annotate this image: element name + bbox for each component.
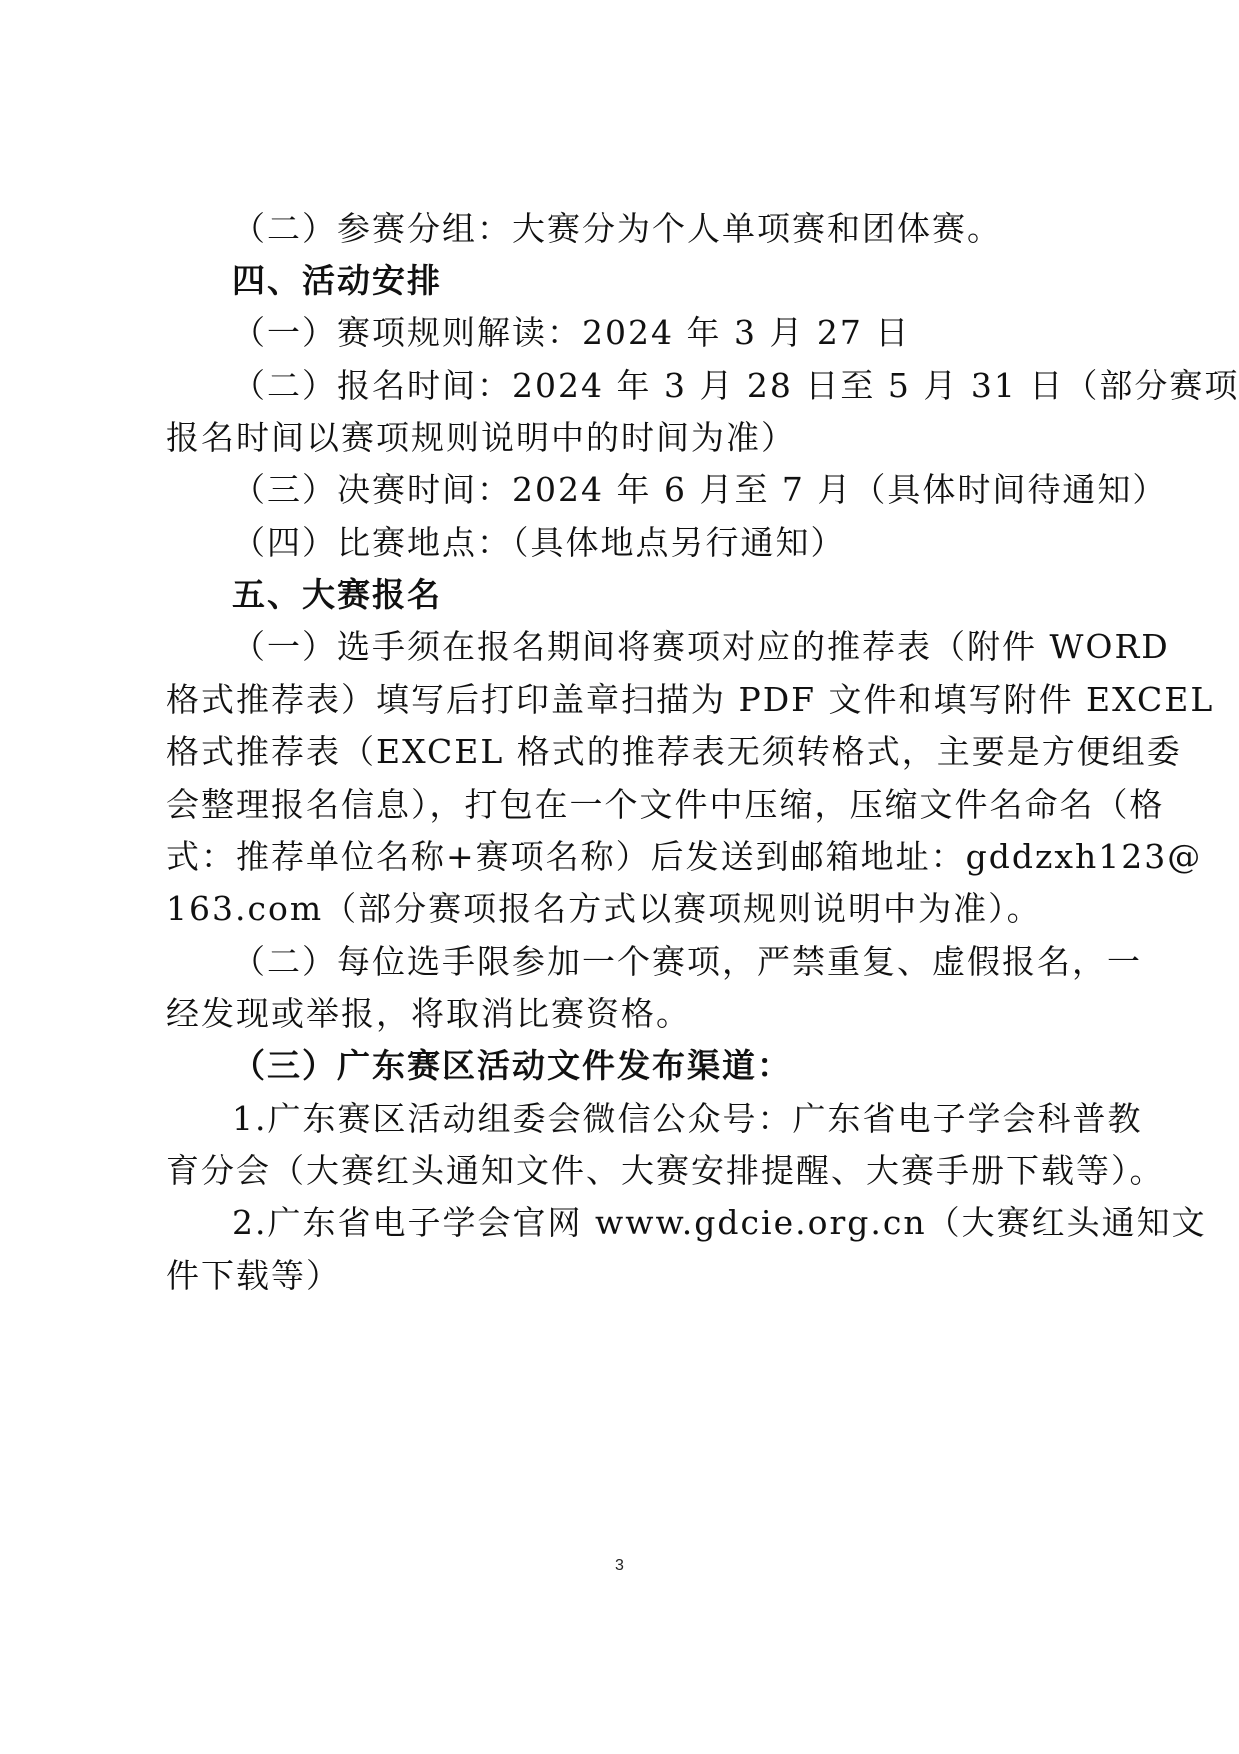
paragraph-line: 格式推荐表）填写后打印盖章扫描为 PDF 文件和填写附件 EXCEL — [166, 680, 1215, 719]
page-number: 3 — [615, 1557, 624, 1574]
paragraph-line: （二）参赛分组：大赛分为个人单项赛和团体赛。 — [232, 209, 1002, 248]
paragraph-line: 报名时间以赛项规则说明中的时间为准） — [166, 418, 796, 457]
subsection-heading: （三）广东赛区活动文件发布渠道： — [232, 1046, 792, 1085]
paragraph-line: （四）比赛地点：（具体地点另行通知） — [232, 523, 846, 562]
paragraph-line: 经发现或举报，将取消比赛资格。 — [166, 994, 691, 1033]
paragraph-line: 163.com（部分赛项报名方式以赛项规则说明中为准）。 — [166, 889, 1042, 928]
paragraph-line: 1.广东赛区活动组委会微信公众号：广东省电子学会科普教 — [232, 1099, 1143, 1138]
paragraph-line: （二）报名时间：2024 年 3 月 28 日至 5 月 31 日（部分赛项 — [232, 366, 1239, 405]
paragraph-line: （三）决赛时间：2024 年 6 月至 7 月（具体时间待通知） — [232, 470, 1168, 509]
paragraph-line: 件下载等） — [166, 1256, 341, 1295]
paragraph-line: （一）赛项规则解读：2024 年 3 月 27 日 — [232, 313, 911, 352]
section-heading: 四、活动安排 — [232, 261, 442, 300]
paragraph-line: 2.广东省电子学会官网 www.gdcie.org.cn（大赛红头通知文 — [232, 1203, 1207, 1242]
paragraph-line: （二）每位选手限参加一个赛项，严禁重复、虚假报名，一 — [232, 942, 1142, 981]
paragraph-line: 格式推荐表（EXCEL 格式的推荐表无须转格式，主要是方便组委 — [166, 732, 1182, 771]
paragraph-line: （一）选手须在报名期间将赛项对应的推荐表（附件 WORD — [232, 627, 1170, 666]
paragraph-line: 会整理报名信息），打包在一个文件中压缩，压缩文件名命名（格 — [166, 785, 1165, 824]
paragraph-line: 育分会（大赛红头通知文件、大赛安排提醒、大赛手册下载等）。 — [166, 1151, 1165, 1190]
paragraph-line: 式：推荐单位名称+赛项名称）后发送到邮箱地址：gddzxh123@ — [166, 837, 1203, 876]
section-heading: 五、大赛报名 — [232, 575, 442, 614]
